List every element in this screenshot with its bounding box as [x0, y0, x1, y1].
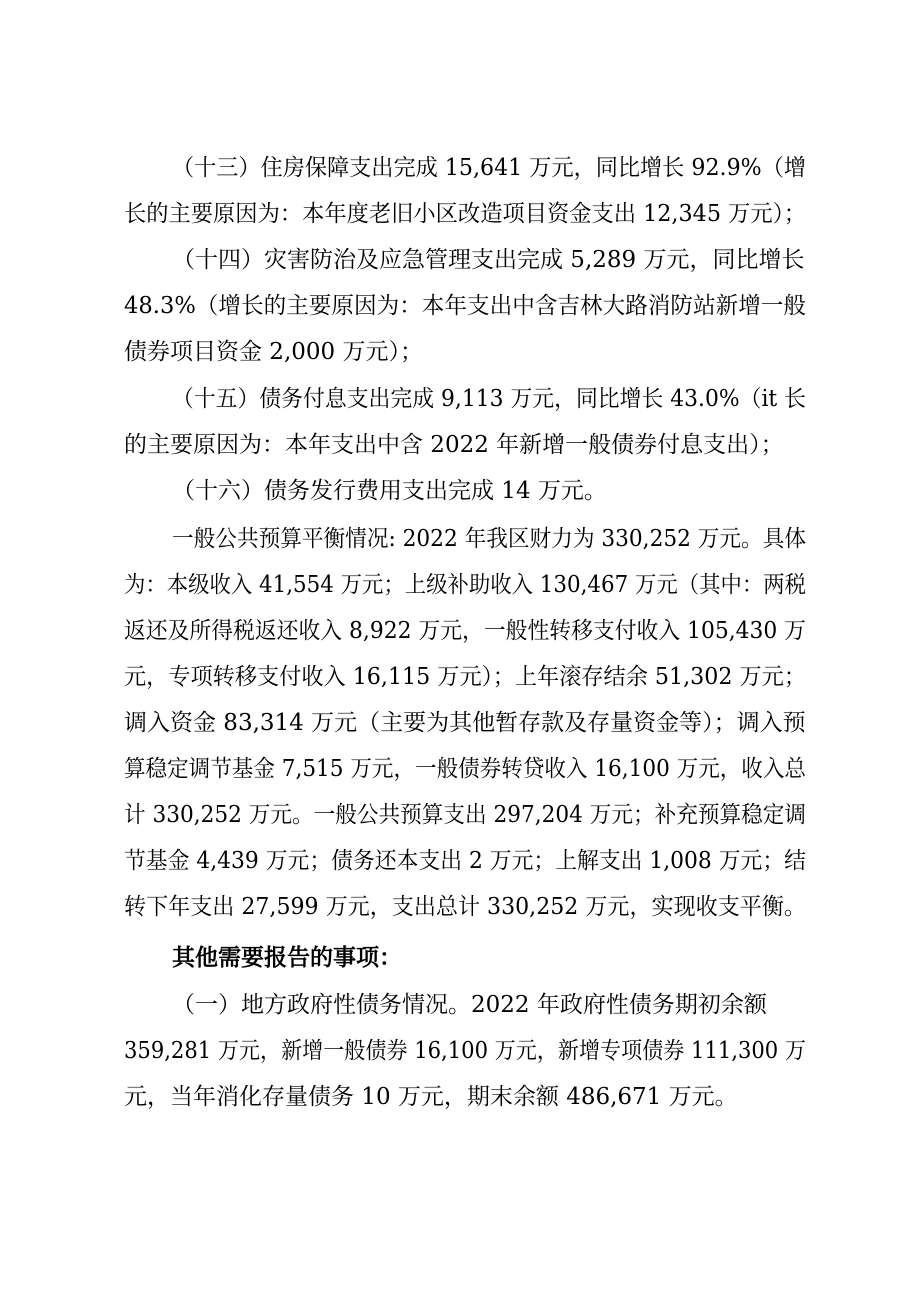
text-line-3: （十四）灾害防治及应急管理支出完成 5,289 万元，同比增长: [172, 247, 805, 273]
text-line-14: 算稳定调节基金 7,515 万元，一般债券转贷收入 16,100 万元，收入总: [124, 756, 806, 782]
text-line-5: 债券项目资金 2,000 万元）；: [124, 339, 423, 365]
section-heading: 其他需要报告的事项：: [172, 945, 402, 971]
text-line-4: 48.3%（增长的主要原因为：本年支出中含吉林大路消防站新增一般: [124, 293, 806, 319]
text-line-16: 节基金 4,439 万元；债务还本支出 2 万元；上解支出 1,008 万元；结: [124, 848, 806, 874]
text-line-6: （十五）债务付息支出完成 9,113 万元，同比增长 43.0%（it 长: [172, 386, 806, 412]
text-line-1: （十三）住房保障支出完成 15,641 万元，同比增长 92.9%（增: [172, 155, 806, 181]
text-line-9: 一般公共预算平衡情况: 2022 年我区财力为 330,252 万元。具体: [172, 526, 806, 552]
text-line-21: 元，当年消化存量债务 10 万元，期末余额 486,671 万元。: [124, 1084, 738, 1110]
text-line-17: 转下年支出 27,599 万元，支出总计 330,252 万元，实现收支平衡。: [124, 894, 806, 920]
text-line-10: 为：本级收入 41,554 万元；上级补助收入 130,467 万元（其中：两税: [124, 572, 806, 598]
text-line-11: 返还及所得税返还收入 8,922 万元，一般性转移支付收入 105,430 万: [124, 618, 806, 644]
text-line-2: 长的主要原因为：本年度老旧小区改造项目资金支出 12,345 万元）；: [124, 201, 806, 227]
text-line-20: 359,281 万元，新增一般债券 16,100 万元，新增专项债券 111,300 万: [124, 1038, 806, 1064]
text-line-15: 计 330,252 万元。一般公共预算支出 297,204 万元；补充预算稳定调: [124, 802, 806, 828]
text-line-12: 元，专项转移支付收入 16,115 万元）；上年滚存结余 51,302 万元；: [124, 664, 806, 690]
text-line-19: （一）地方政府性债务情况。2022 年政府性债务期初余额: [172, 992, 767, 1018]
text-line-8: （十六）债务发行费用支出完成 14 万元。: [172, 478, 607, 504]
text-line-7: 的主要原因为：本年支出中含 2022 年新增一般债券付息支出）；: [124, 432, 784, 458]
text-line-13: 调入资金 83,314 万元（主要为其他暂存款及存量资金等）；调入预: [124, 710, 806, 736]
